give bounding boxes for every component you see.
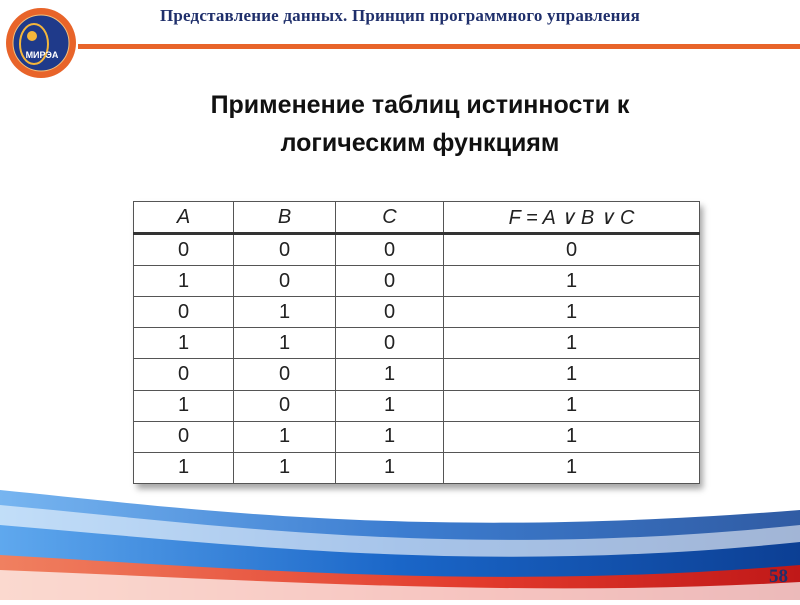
table-cell: 1 [336, 452, 444, 483]
slide-title [0, 86, 800, 162]
table-cell: 0 [336, 266, 444, 297]
table-cell: 1 [444, 390, 700, 421]
table-cell: 0 [234, 359, 336, 390]
table-row [134, 359, 700, 390]
table-cell: 1 [134, 452, 234, 483]
page-number: 58 [769, 566, 788, 587]
table-cell: 1 [234, 452, 336, 483]
decorative-wave [0, 470, 800, 600]
table-cell: 0 [336, 234, 444, 266]
header-divider [78, 44, 800, 49]
table-cell: 1 [444, 266, 700, 297]
table-cell: 0 [134, 359, 234, 390]
table-cell: 0 [336, 328, 444, 359]
table-cell: 1 [336, 390, 444, 421]
table-cell: 1 [444, 452, 700, 483]
table-row [134, 328, 700, 359]
table-cell: 0 [234, 234, 336, 266]
table-cell: 1 [134, 328, 234, 359]
table-row [134, 266, 700, 297]
table-row [134, 421, 700, 452]
table-cell: 0 [444, 234, 700, 266]
table-cell: 0 [134, 297, 234, 328]
table-cell: 1 [336, 359, 444, 390]
table-cell: 1 [444, 421, 700, 452]
table-cell: 1 [234, 421, 336, 452]
table-cell: 0 [134, 421, 234, 452]
truth-table-container [133, 201, 699, 484]
slide-title-line-1: Применение таблиц истинности к [210, 91, 630, 119]
column-header-c: C [336, 202, 444, 234]
column-header-f: F = A ∨ B ∨ C [444, 202, 700, 234]
table-cell: 0 [234, 390, 336, 421]
table-cell: 1 [234, 328, 336, 359]
column-header-b: B [234, 202, 336, 234]
table-cell: 1 [134, 266, 234, 297]
table-cell: 1 [234, 297, 336, 328]
logo-text: МИРЭА [25, 50, 59, 60]
table-cell: 0 [234, 266, 336, 297]
table-cell: 1 [444, 359, 700, 390]
slide-title-line-2: логическим функциям [280, 129, 560, 157]
table-header-row [134, 202, 700, 234]
column-header-a: A [134, 202, 234, 234]
table-cell: 1 [444, 328, 700, 359]
table-cell: 1 [444, 297, 700, 328]
truth-table [133, 201, 700, 484]
table-cell: 0 [336, 297, 444, 328]
table-row [134, 390, 700, 421]
table-row [134, 234, 700, 266]
table-cell: 1 [134, 390, 234, 421]
table-cell: 1 [336, 421, 444, 452]
table-row [134, 297, 700, 328]
table-cell: 0 [134, 234, 234, 266]
header-title: Представление данных. Принцип программного управления [159, 6, 641, 25]
